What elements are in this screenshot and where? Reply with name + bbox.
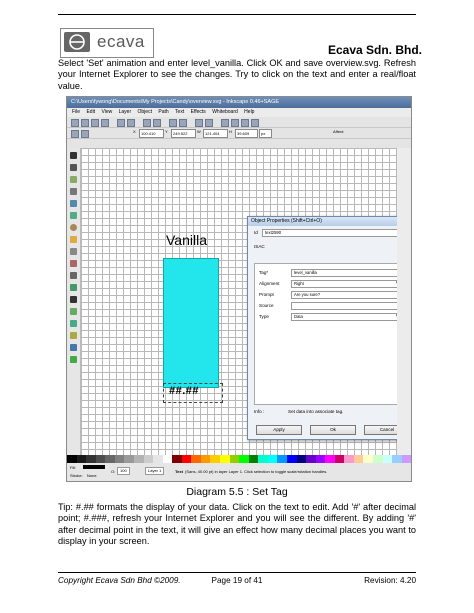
pencil-tool-icon[interactable] (70, 260, 77, 267)
selector-tool-icon[interactable] (70, 152, 77, 159)
header-rule (58, 14, 416, 15)
inkscape-screenshot (66, 96, 412, 482)
menu-file[interactable]: File (72, 109, 81, 115)
command-toolbar (67, 117, 411, 128)
y-label: Y (165, 129, 168, 134)
flip-icon[interactable] (81, 130, 89, 138)
company-name: Ecava Sdn. Bhd. (327, 43, 422, 57)
palette-swatch[interactable] (230, 455, 240, 463)
menu-edit[interactable]: Edit (86, 109, 96, 115)
side-panel (397, 148, 411, 455)
opacity-label: O: (111, 469, 116, 474)
palette-swatch[interactable] (316, 455, 326, 463)
tag-field[interactable]: level_vanilla (291, 269, 405, 277)
palette-swatch[interactable] (134, 455, 144, 463)
new-icon[interactable] (71, 119, 79, 127)
menu-path[interactable]: Path (158, 109, 169, 115)
ellipse-tool-icon[interactable] (70, 224, 77, 231)
palette-swatch[interactable] (96, 455, 106, 463)
palette-swatch[interactable] (277, 455, 287, 463)
connector-tool-icon[interactable] (70, 332, 77, 339)
palette-swatch[interactable] (77, 455, 87, 463)
fill-swatch[interactable] (83, 465, 105, 469)
footer-copyright: Copyright Ecava Sdn Bhd ©2009. (58, 576, 181, 585)
menu-help[interactable]: Help (244, 109, 255, 115)
pen-tool-icon[interactable] (70, 272, 77, 279)
palette-swatch[interactable] (239, 455, 249, 463)
palette-swatch[interactable] (344, 455, 354, 463)
unit-select[interactable]: px (259, 129, 272, 138)
text-tool-icon[interactable] (70, 296, 77, 303)
palette-swatch[interactable] (363, 455, 373, 463)
calligraphy-tool-icon[interactable] (70, 284, 77, 291)
h-field[interactable]: 39.609 (235, 129, 258, 138)
paste-icon[interactable] (153, 119, 161, 127)
palette-swatch[interactable] (163, 455, 173, 463)
gradient-tool-icon[interactable] (70, 320, 77, 327)
layer-select[interactable]: Layer 1 (145, 467, 164, 475)
palette-swatch[interactable] (115, 455, 125, 463)
rotate-icon[interactable] (71, 130, 79, 138)
ungroup-icon[interactable] (205, 119, 213, 127)
palette-swatch[interactable] (201, 455, 211, 463)
palette-swatch[interactable] (249, 455, 259, 463)
paint-bucket-tool-icon[interactable] (70, 356, 77, 363)
canvas-hash-text[interactable]: ##.## (169, 385, 200, 397)
y-field[interactable]: 249.522 (171, 129, 196, 138)
footer-revision: Revision: 4.20 (364, 576, 416, 585)
apply-button[interactable]: Apply (256, 425, 302, 435)
ecava-logo-mark-icon (64, 32, 90, 52)
alignment-select[interactable]: Right (291, 280, 405, 288)
print-icon[interactable] (101, 119, 109, 127)
undo-icon[interactable] (117, 119, 125, 127)
palette-swatch[interactable] (124, 455, 134, 463)
menu-object[interactable]: Object (137, 109, 152, 115)
ok-button[interactable]: Ok (310, 425, 356, 435)
tip-paragraph: Tip: #.## formats the display of your data. Click on the text to edit. Add '#' after decimal point; #.###, refresh your Internet Explorer and you will see the different. By adding '#' after decimal point in the text, it will give an effect how many decimal places you want to display in your screen. (58, 502, 416, 547)
footer-page-number: Page 19 of 41 (211, 576, 263, 585)
w-field[interactable]: 121.404 (203, 129, 228, 138)
source-field[interactable] (291, 302, 405, 310)
copy-icon[interactable] (143, 119, 151, 127)
stroke-label: Stroke: (70, 473, 83, 478)
xml-editor-icon[interactable] (251, 119, 259, 127)
text-tool-icon[interactable] (231, 119, 239, 127)
palette-swatch[interactable] (144, 455, 154, 463)
palette-swatch[interactable] (258, 455, 268, 463)
save-icon[interactable] (91, 119, 99, 127)
controls-toolbar (67, 128, 411, 139)
info-label: Info : (254, 409, 265, 414)
palette-swatch[interactable] (354, 455, 364, 463)
affect-label: Affect: (333, 129, 345, 134)
fill-stroke-icon[interactable] (221, 119, 229, 127)
palette-swatch[interactable] (268, 455, 278, 463)
window-title: C:\Users\fywong\Documents\My Projects\Candy\overview.svg - Inkscape 0.46+SAGE (67, 97, 411, 108)
status-bar (67, 463, 411, 481)
palette-swatch[interactable] (210, 455, 220, 463)
figure-caption: Diagram 5.5 : Set Tag (186, 486, 288, 498)
box3d-tool-icon[interactable] (70, 212, 77, 219)
opacity-field[interactable]: 100 (117, 467, 130, 475)
palette-swatch[interactable] (335, 455, 345, 463)
palette-swatch[interactable] (297, 455, 307, 463)
tag-label: Tag* (259, 270, 269, 275)
menu-whiteboard[interactable]: Whiteboard (212, 109, 238, 115)
spiral-tool-icon[interactable] (70, 248, 77, 255)
canvas-cyan-rectangle[interactable] (163, 258, 219, 388)
set-tab-panel (254, 263, 412, 405)
id-label: Id (254, 230, 258, 235)
tweak-tool-icon[interactable] (70, 176, 77, 183)
intro-paragraph: Select 'Set' animation and enter level_vanilla. Click OK and save overview.svg. Refresh your Internet Explorer to see the changes. Try to click on the text and enter a real/float value. (58, 58, 416, 91)
zoom-out-icon[interactable] (179, 119, 187, 127)
menu-bar (67, 108, 411, 117)
palette-swatch[interactable] (182, 455, 192, 463)
palette-swatch[interactable] (392, 455, 402, 463)
palette-swatch[interactable] (67, 455, 77, 463)
x-label: X (133, 129, 136, 134)
ecava-logo (60, 28, 154, 58)
star-tool-icon[interactable] (70, 236, 77, 243)
palette-swatch[interactable] (402, 455, 412, 463)
status-message-bold: Text (175, 469, 183, 474)
h-label: H (229, 129, 232, 134)
x-field[interactable]: 100.410 (139, 129, 164, 138)
object-properties-dialog (247, 216, 412, 440)
info-value: Set data into associate tag. (288, 409, 344, 414)
palette-swatch[interactable] (287, 455, 297, 463)
id-field[interactable]: text2590 (262, 229, 412, 237)
status-message: (Sans, 40.00 pt) in layer Layer 1. Click selection to toggle scale/rotation handles. (185, 469, 328, 474)
menu-layer[interactable]: Layer (118, 109, 132, 115)
isac-section-label: ISAC (254, 244, 265, 249)
palette-swatch[interactable] (220, 455, 230, 463)
fill-label: Fill: (70, 465, 77, 470)
palette-swatch[interactable] (306, 455, 316, 463)
menu-text[interactable]: Text (175, 109, 185, 115)
prompt-field[interactable]: Are you sure? (291, 291, 405, 299)
palette-swatch[interactable] (373, 455, 383, 463)
dialog-title: Object Properties (Shift+Ctrl+O) (248, 217, 412, 226)
group-icon[interactable] (195, 119, 203, 127)
align-icon[interactable] (241, 119, 249, 127)
logo-text: ecava (97, 32, 145, 51)
isac-tabs (254, 255, 410, 263)
palette-swatch[interactable] (86, 455, 96, 463)
palette-swatch[interactable] (325, 455, 335, 463)
drawing-canvas[interactable] (81, 148, 397, 455)
w-label: W (197, 129, 201, 134)
palette-swatch[interactable] (191, 455, 201, 463)
prompt-label: Prompt (259, 292, 274, 297)
palette-swatch[interactable] (383, 455, 393, 463)
palette-swatch[interactable] (172, 455, 182, 463)
source-label: Source (259, 303, 274, 308)
dropper-tool-icon[interactable] (70, 344, 77, 351)
zoom-in-icon[interactable] (169, 119, 177, 127)
toolbox (67, 148, 81, 458)
spray-tool-icon[interactable] (70, 308, 77, 315)
stroke-value: None (87, 473, 97, 478)
canvas-vanilla-text[interactable]: Vanilla (166, 232, 207, 248)
alignment-label: Alignment (259, 281, 280, 286)
rectangle-tool-icon[interactable] (70, 200, 77, 207)
open-icon[interactable] (81, 119, 89, 127)
palette-swatch[interactable] (105, 455, 115, 463)
menu-effects[interactable]: Effects (190, 109, 206, 115)
type-select[interactable]: Data (291, 313, 405, 321)
color-palette (67, 455, 411, 463)
menu-view[interactable]: View (101, 109, 113, 115)
node-tool-icon[interactable] (70, 164, 77, 171)
type-label: Type (259, 314, 269, 319)
palette-swatch[interactable] (153, 455, 163, 463)
cancel-button[interactable]: Cancel (364, 425, 410, 435)
zoom-tool-icon[interactable] (70, 188, 77, 195)
footer-rule (58, 572, 416, 573)
redo-icon[interactable] (127, 119, 135, 127)
